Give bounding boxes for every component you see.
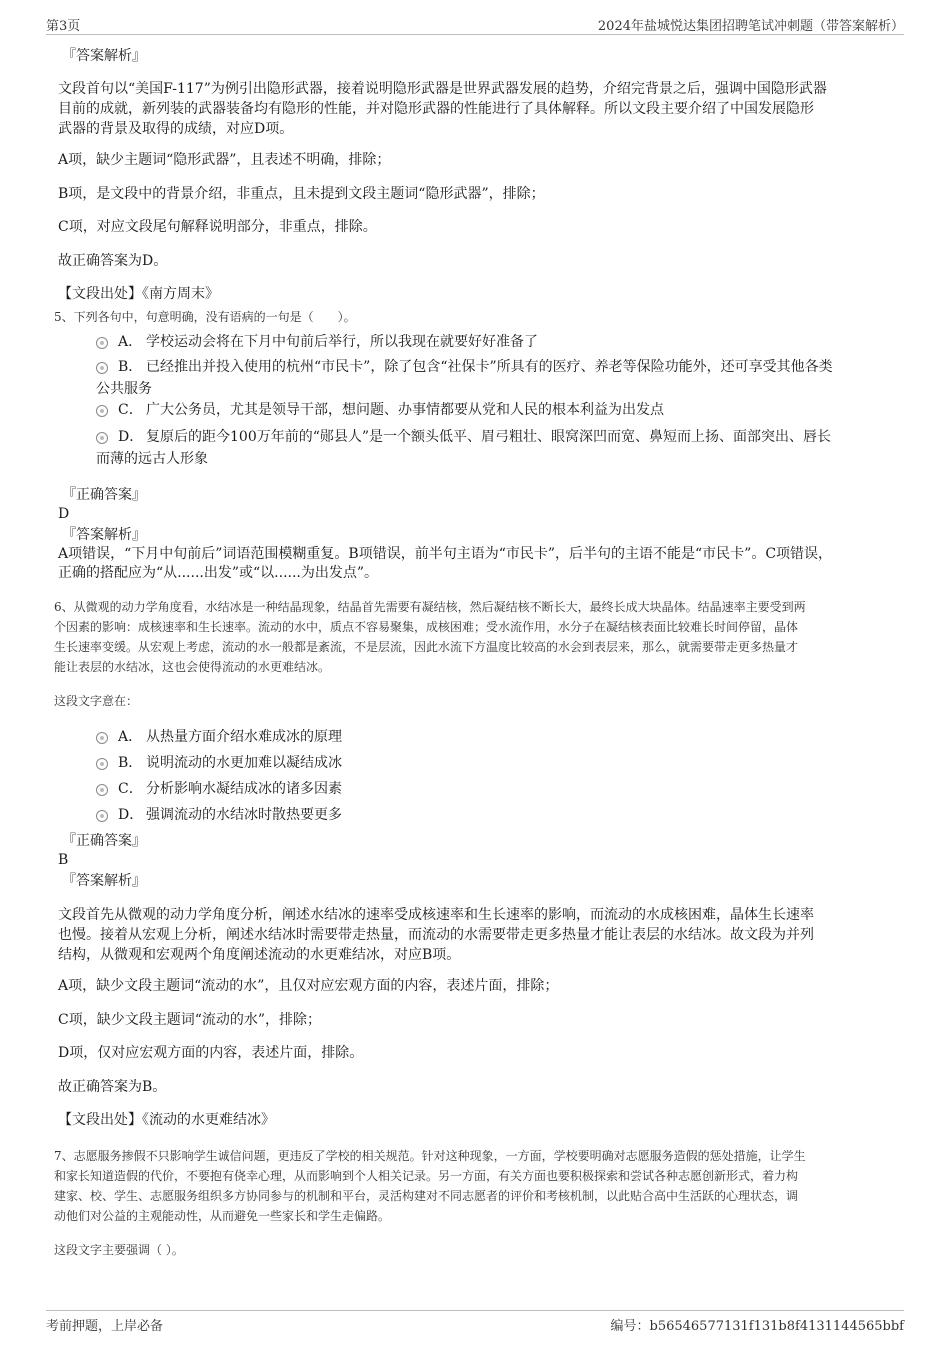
q4-analysis-line: 文段首句以“美国F-117”为例引出隐形武器，接着说明隐形武器是世界武器发展的趋势，介绍完背景之后，强调中国隐形武器 (58, 81, 827, 97)
q4-option-a-note: A项，缺少主题词“隐形武器”，且表述不明确，排除； (58, 152, 391, 168)
radio-button[interactable] (96, 732, 108, 744)
q6-question: 这段文字意在： (54, 694, 139, 708)
q4-source: 【文段出处】《南方周末》 (58, 286, 219, 302)
q6-analysis-heading: 『答案解析』 (62, 873, 146, 889)
document-code-label: 编号： (610, 1319, 650, 1334)
q6-correct-heading: 『正确答案』 (62, 833, 146, 849)
q6-passage-line: 6、从微观的动力学角度看，水结冰是一种结晶现象，结晶首先需要有凝结核，然后凝结核不断长大，最终长成大块晶体。结晶速率主要受到两 (54, 600, 806, 614)
q7-passage-line: 动他们对公益的主观能动性，从而避免一些家长和学生走偏路。 (54, 1209, 391, 1223)
document-title: 2024年盐城悦达集团招聘笔试冲刺题（带答案解析） (597, 19, 904, 34)
q6-analysis-line: 也慢。接着从宏观上分析，阐述水结冰时需要带走热量，而流动的水需要带走更多热量才能让表层的水结冰。故文段为并列 (58, 927, 814, 943)
q5-analysis-heading: 『答案解析』 (62, 527, 146, 543)
q5-option-a[interactable]: A． 学校运动会将在下月中旬前后举行，所以我现在就要好好准备了 (96, 331, 896, 353)
q6-passage-line: 能让表层的水结冰，这也会使得流动的水更难结冰。 (54, 660, 331, 674)
q5-stem: 5、下列各句中，句意明确，没有语病的一句是（ ）。 (54, 310, 356, 324)
q5-correct-heading: 『正确答案』 (62, 487, 146, 503)
q4-analysis-heading: 『答案解析』 (62, 48, 146, 64)
q6-passage-line: 个因素的影响：成核速率和生长速率。流动的水中，质点不容易聚集，成核困难；受水流作用，水分子在凝结核表面比较难长时间停留，晶体 (54, 620, 799, 634)
q5-analysis-line: 正确的搭配应为“从......出发”或“以......为出发点”。 (58, 565, 379, 581)
q5-option-d[interactable]: D． 复原后的距今100万年前的“郧县人”是一个额头低平、眉弓粗壮、眼窝深凹而宽、鼻短而上扬、面部突出、唇长 而薄的远古人形象 (96, 429, 832, 467)
q4-analysis-line: 目前的成就，新列装的武器装备均有隐形的性能，并对隐形武器的性能进行了具体解释。所以文段主要介绍了中国发展隐形 (58, 101, 814, 117)
q4-option-b-note: B项，是文段中的背景介绍，非重点，且未提到文段主题词“隐形武器”，排除； (58, 186, 545, 202)
q6-option-a[interactable]: A． 从热量方面介绍水难成冰的原理 (96, 726, 896, 748)
radio-button[interactable] (96, 362, 108, 374)
q7-passage-line: 和家长知道造假的代价，不要抱有侥幸心理，从而影响到个人相关记录。另一方面，有关方面也要积极探索和尝试各种志愿创新形式，着力构 (54, 1169, 799, 1183)
page-header (46, 12, 904, 35)
q6-option-b[interactable]: B． 说明流动的水更加难以凝结成冰 (96, 752, 896, 774)
q4-option-c-note: C项，对应文段尾句解释说明部分，非重点，排除。 (58, 219, 377, 235)
q5-option-b[interactable]: B． 已经推出并投入使用的杭州“市民卡”，除了包含“社保卡”所具有的医疗、养老等保险功能外，还可享受其他各类 公共服务 (96, 359, 833, 397)
q7-passage-line: 建家、校、学生、志愿服务组织多方协同参与的机制和平台，灵活构建对不同志愿者的评价和考核机制，以此贴合高中生活跃的心理状态，调 (54, 1189, 799, 1203)
q6-correct-answer: B (58, 852, 69, 868)
q6-analysis-line: 文段首先从微观的动力学角度分析，阐述水结冰的速率受成核速率和生长速率的影响，而流动的水成核困难，晶体生长速率 (58, 907, 814, 923)
radio-button[interactable] (96, 810, 108, 822)
q7-passage-line: 7、志愿服务掺假不只影响学生诚信问题，更违反了学校的相关规范。针对这种现象，一方面，学校要明确对志愿服务造假的惩处措施，让学生 (54, 1149, 806, 1163)
footer-slogan: 考前押题，上岸必备 (46, 1319, 164, 1334)
q5-option-c[interactable]: C． 广大公务员，尤其是领导干部，想问题、办事情都要从党和人民的根本利益为出发点 (96, 399, 896, 421)
q6-conclusion: 故正确答案为B。 (58, 1079, 167, 1095)
q4-analysis-line: 武器的背景及取得的成绩，对应D项。 (58, 121, 294, 137)
q6-option-c[interactable]: C． 分析影响水凝结成冰的诸多因素 (96, 778, 896, 800)
q6-option-c-note: C项，缺少文段主题词“流动的水”，排除； (58, 1012, 322, 1028)
page-footer (46, 1310, 904, 1335)
document-code (610, 1315, 904, 1334)
radio-button[interactable] (96, 405, 108, 417)
q5-analysis-line: A项错误，“下月中旬前后”词语范围模糊重复。B项错误，前半句主语为“市民卡”，后半句的主语不能是“市民卡”。C项错误， (58, 546, 833, 562)
document-code-value: b56546577131f131b8f4131144565bbf (649, 1319, 904, 1334)
q6-option-d[interactable]: D． 强调流动的水结冰时散热要更多 (96, 804, 896, 826)
q6-passage-line: 生长速率变缓。从宏观上考虑，流动的水一般都是紊流，不是层流，因此水流下方温度比较高的水会到表层来，那么，就需要带走更多热量才 (54, 640, 799, 654)
radio-button[interactable] (96, 758, 108, 770)
page-number: 第3页 (46, 19, 81, 34)
radio-button[interactable] (96, 337, 108, 349)
q4-conclusion: 故正确答案为D。 (58, 253, 168, 269)
q7-question: 这段文字主要强调（ ）。 (54, 1243, 184, 1257)
q5-correct-answer: D (58, 506, 70, 522)
radio-button[interactable] (96, 432, 108, 444)
q6-option-d-note: D项，仅对应宏观方面的内容，表述片面，排除。 (58, 1045, 364, 1061)
q6-source: 【文段出处】《流动的水更难结冰》 (58, 1112, 275, 1128)
q6-option-a-note: A项，缺少文段主题词“流动的水”，且仅对应宏观方面的内容，表述片面，排除； (58, 978, 559, 994)
q6-analysis-line: 结构，从微观和宏观两个角度阐述流动的水更难结冰，对应B项。 (58, 947, 461, 963)
radio-button[interactable] (96, 784, 108, 796)
